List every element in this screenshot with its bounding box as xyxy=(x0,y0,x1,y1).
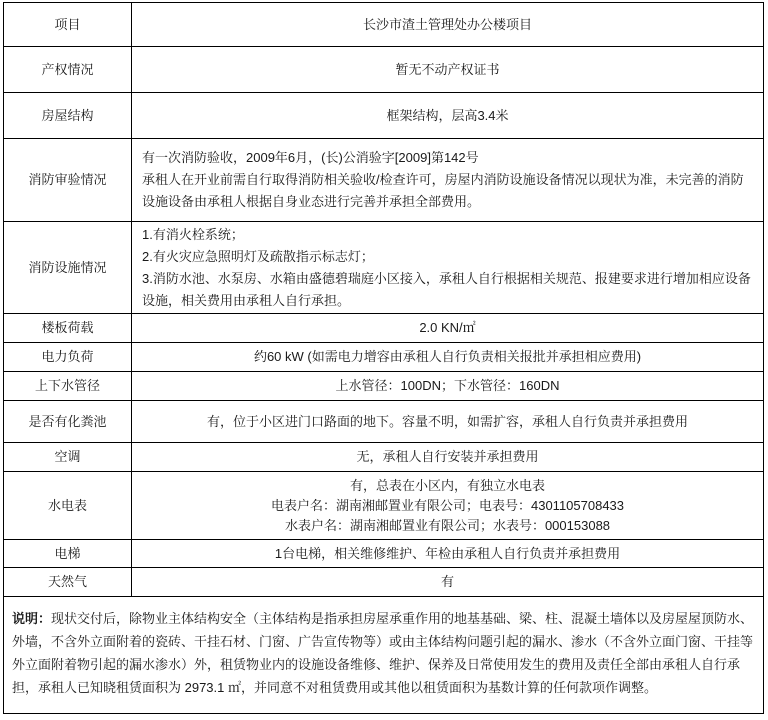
row-content-structure xyxy=(132,93,763,138)
table-row-fire-inspection xyxy=(4,139,763,222)
row-label-elevator: 电梯 xyxy=(4,540,132,567)
note-text: 现状交付后，除物业主体结构安全（主体结构是指承担房屋承重作用的地基基础、梁、柱、混凝土墙体以及房屋屋顶防水、外墙，不含外立面附着的瓷砖、干挂石材、门窗、广告宣传物等）或由主体结构问题引起的漏水、渗水（不含外立面门窗、干挂等外立面附着物引起的漏水渗水）外，租赁物业内的设施设备维修、维护、保养及日常使用发生的费用及责任全部由承租人自行承担，承租人已知晓租赁面积为 2973.1 ㎡，并同意不对租赁费用或其他以租赁面积为基数计算的任何款项作调整。 xyxy=(12,611,754,695)
cell-line: 承租人在开业前需自行取得消防相关验收/检查许可，房屋内消防设施设备情况以现状为准，未完善的消防设施设备由承租人根据自身业态进行完善并承担全部费用。 xyxy=(142,172,744,209)
cell-line: 1台电梯，相关维修维护、年检由承租人自行负责并承担费用 xyxy=(274,545,621,561)
cell-line: 2.有火灾应急照明灯及疏散指示标志灯； xyxy=(142,248,374,264)
table-row-septic-tank xyxy=(4,401,763,443)
row-content-natural-gas xyxy=(132,568,763,596)
table-row-natural-gas xyxy=(4,568,763,597)
row-label-fire-inspection: 消防审验情况 xyxy=(4,139,132,221)
cell-line: 2.0 KN/㎡ xyxy=(419,320,476,335)
row-content-power-load xyxy=(132,343,763,371)
cell-line: 暂无不动产权证书 xyxy=(395,61,500,77)
row-content-floor-load xyxy=(132,314,763,342)
cell-line: 有，总表在小区内，有独立水电表 xyxy=(349,477,545,493)
row-label-fire-facilities: 消防设施情况 xyxy=(4,222,132,313)
row-label-air-conditioning: 空调 xyxy=(4,443,132,471)
row-label-meters: 水电表 xyxy=(4,472,132,539)
row-content-fire-facilities xyxy=(132,222,763,313)
row-label-floor-load: 楼板荷载 xyxy=(4,314,132,342)
table-row-fire-facilities xyxy=(4,222,763,314)
table-row-meters xyxy=(4,472,763,540)
table xyxy=(3,2,764,714)
row-content-meters xyxy=(132,472,763,539)
cell-line: 上水管径：100DN；下水管径：160DN xyxy=(335,378,560,393)
row-content-septic-tank xyxy=(132,401,763,442)
row-label-structure: 房屋结构 xyxy=(4,93,132,138)
row-content-air-conditioning xyxy=(132,443,763,471)
row-label-ownership: 产权情况 xyxy=(4,47,132,92)
row-label-natural-gas: 天然气 xyxy=(4,568,132,596)
row-content-fire-inspection xyxy=(132,139,763,221)
cell-line: 框架结构，层高3.4米 xyxy=(386,107,509,123)
cell-line: 约60 kW (如需电力增容由承租人自行负责相关报批并承担相应费用) xyxy=(253,349,642,364)
table-row-air-conditioning xyxy=(4,443,763,472)
row-label-power-load: 电力负荷 xyxy=(4,343,132,371)
cell-line: 有 xyxy=(440,574,454,589)
table-row-project xyxy=(4,3,763,47)
table-row-ownership xyxy=(4,47,763,93)
property-info-table xyxy=(3,2,764,714)
cell-line: 无，承租人自行安装并承担费用 xyxy=(356,449,539,464)
cell-line: 3.消防水池、水泵房、水箱由盛德碧瑞庭小区接入，承租人自行根据相关规范、报建要求进行增加相应设备设施，相关费用由承租人自行承担。 xyxy=(142,270,751,308)
row-label-water-pipes: 上下水管径 xyxy=(4,372,132,400)
table-row-power-load xyxy=(4,343,763,372)
row-label-septic-tank: 是否有化粪池 xyxy=(4,401,132,442)
cell-line: 有，位于小区进门口路面的地下。容量不明，如需扩容，承租人自行负责并承担费用 xyxy=(206,413,688,429)
row-content-project xyxy=(132,3,763,46)
row-content-elevator xyxy=(132,540,763,567)
table-row-structure xyxy=(4,93,763,139)
row-label-project: 项目 xyxy=(4,3,132,46)
note-label: 说明： xyxy=(12,611,52,626)
cell-line: 水表户名：湖南湘邮置业有限公司；水表号：000153088 xyxy=(284,517,611,533)
table-row-floor-load xyxy=(4,314,763,343)
cell-line: 长沙市渣土管理处办公楼项目 xyxy=(362,16,532,32)
row-content-ownership xyxy=(132,47,763,92)
cell-line: 有一次消防验收，2009年6月，(长)公消验字[2009]第142号 xyxy=(142,150,479,165)
table-row-note xyxy=(4,597,763,713)
cell-line: 电表户名：湖南湘邮置业有限公司；电表号：4301105708433 xyxy=(270,497,625,513)
table-row-water-pipes xyxy=(4,372,763,401)
table-row-elevator xyxy=(4,540,763,568)
row-content-water-pipes xyxy=(132,372,763,400)
cell-line: 1.有消火栓系统； xyxy=(142,226,244,242)
